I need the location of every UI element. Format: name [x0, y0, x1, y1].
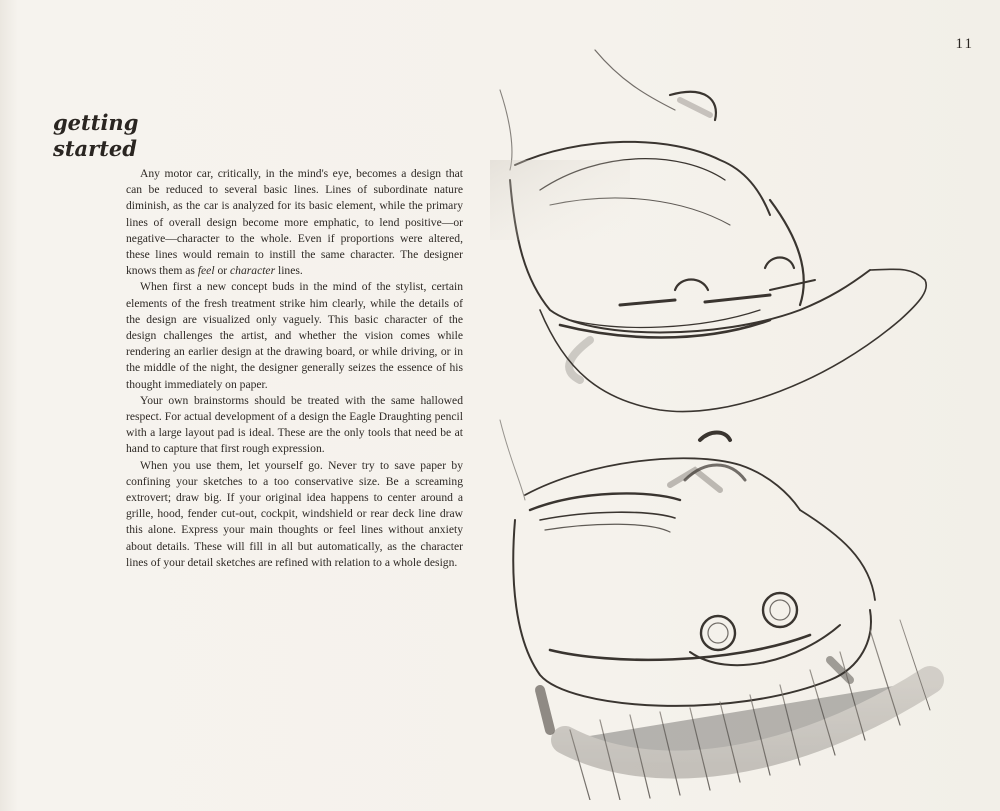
paragraph-1-emphasis-feel: feel — [197, 264, 215, 278]
paragraph-1-text-c: lines. — [275, 264, 303, 278]
ground-shading — [565, 620, 930, 800]
body-text — [126, 166, 463, 571]
paragraph-4: When you use them, let yourself go. Never try to save paper by confining your sketches to a too conservative size. Be a screaming extrovert; draw big. If your original idea happens to center around a grille, hood, fender cut-out, cockpit, windshield or rear deck line draw this alone. Express your main thoughts or feel lines without anxiety about details. These will fill in all but automatically, as the character lines of your detail sketches are refined with relation to a whole design. — [126, 458, 463, 569]
lower-car-sketch — [500, 420, 875, 730]
car-sketch-illustration — [470, 40, 960, 800]
paragraph-1 — [126, 166, 463, 279]
heading-line-2: started — [53, 136, 137, 161]
upper-car-sketch — [490, 50, 926, 412]
paragraph-1-text-b: or — [214, 264, 231, 278]
heading-line-1: getting — [53, 110, 139, 135]
paragraph-2: When first a new concept buds in the mind of the stylist, certain elements of the fresh treatment strike him clearly, while the details of the design are visualized only vaguely. This basic character of the design challenges the artist, and whether the vision comes while rendering an earlier design at the drawing board, or while driving, or in the middle of the night, the designer generally seizes the essence of his thought immediately on paper. — [126, 280, 463, 391]
car-sketch-svg — [470, 40, 960, 800]
paragraph-3: Your own brainstorms should be treated with the same hallowed respect. For actual development of a design the Eagle Draughting pencil with a large layout pad is ideal. These are the only tools that need be at hand to capture that first rough expression. — [126, 393, 463, 456]
paragraph-1-text-a: Any motor car, critically, in the mind's eye, becomes a design that can be reduced to several basic lines. Lines of subordinate nature diminish, as the car is analyzed for its basic element, while the primary lines of overall design become more emphatic, to lend positive—or negative—character to the whole. Even if proportions were altered, these lines would remain to instill the same character. The designer knows them as — [126, 167, 463, 278]
paragraph-1-emphasis-character: character — [230, 264, 276, 278]
section-heading — [53, 110, 138, 162]
page-number: 11 — [955, 36, 974, 52]
